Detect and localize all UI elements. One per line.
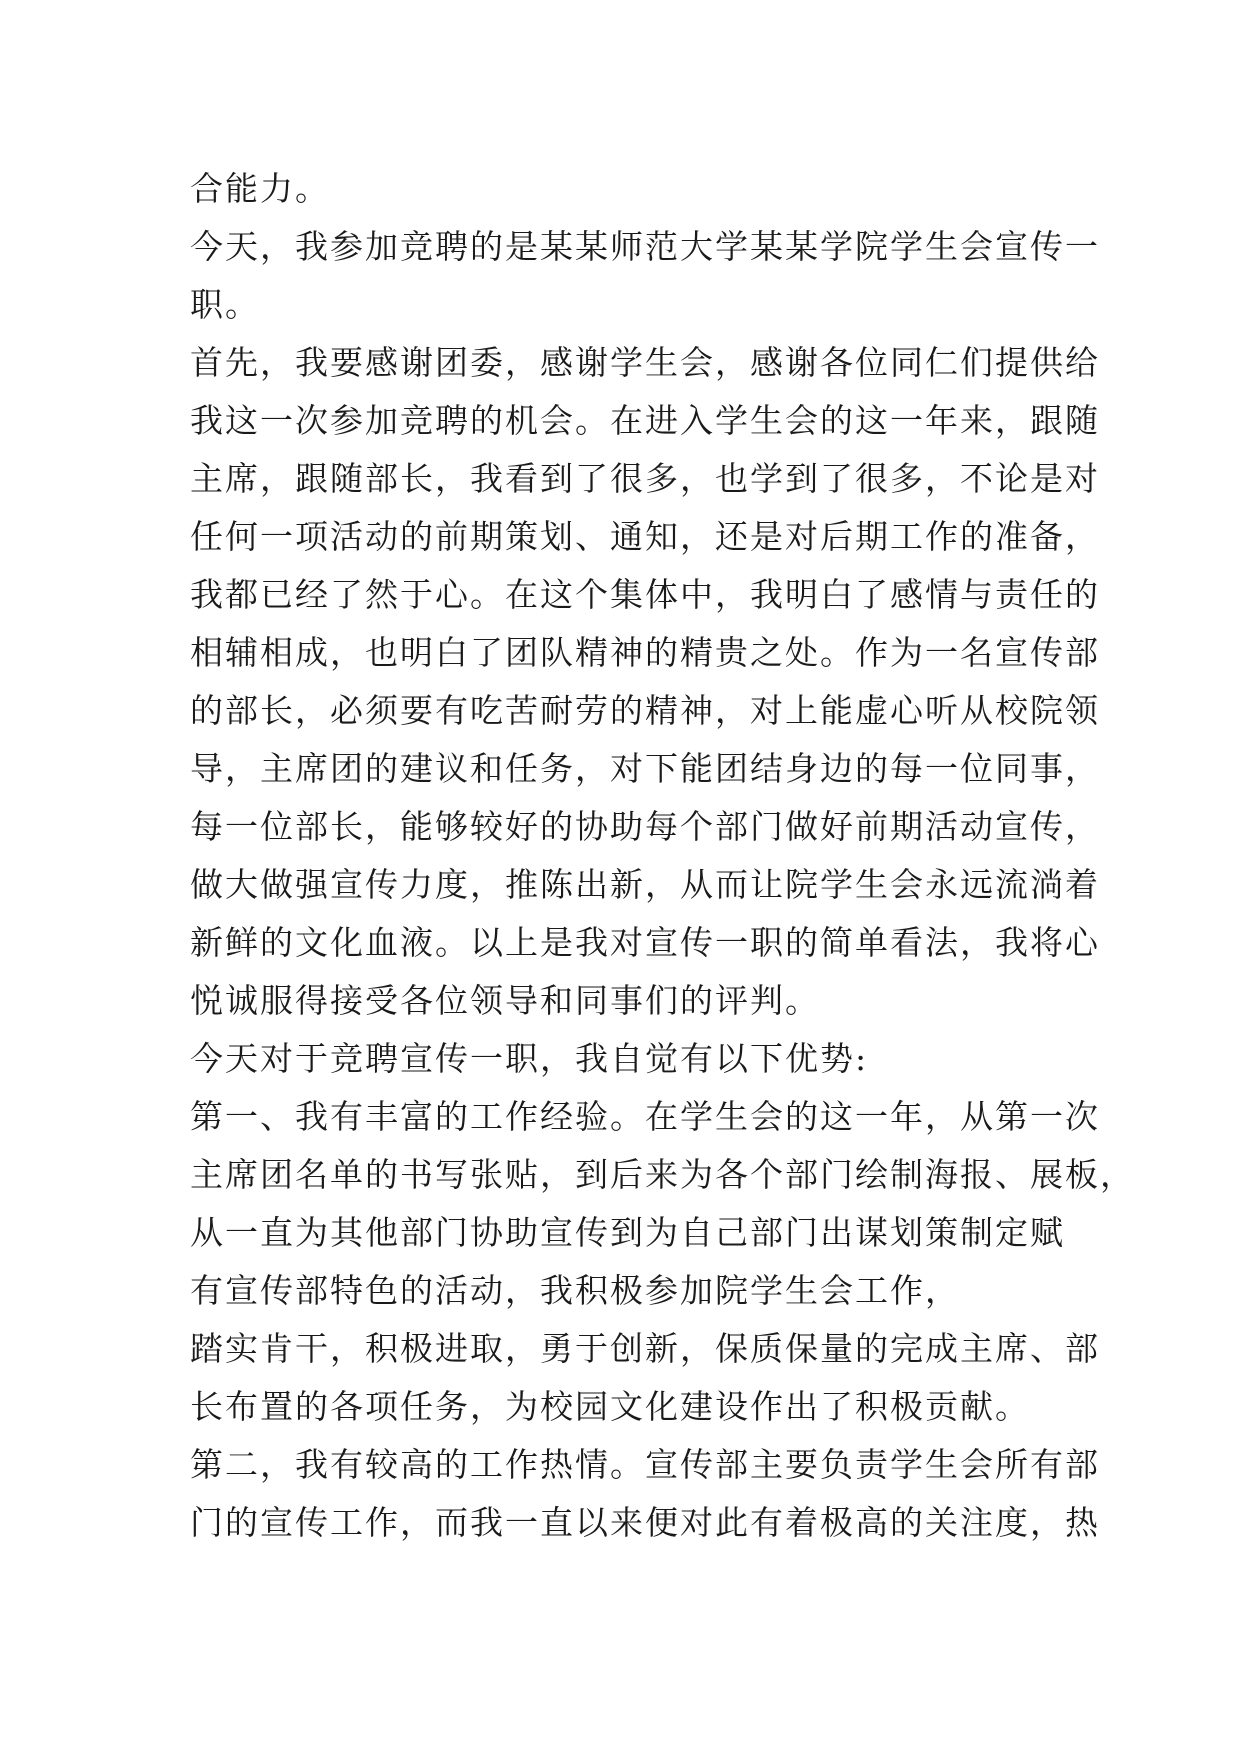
text-line: 我这一次参加竞聘的机会。在进入学生会的这一年来，跟随 xyxy=(190,401,1100,440)
text-line: 第二，我有较高的工作热情。宣传部主要负责学生会所有部 xyxy=(190,1445,1100,1484)
text-line: 新鲜的文化血液。以上是我对宣传一职的简单看法，我将心 xyxy=(190,923,1100,962)
text-line: 我都已经了然于心。在这个集体中，我明白了感情与责任的 xyxy=(190,575,1100,614)
text-line: 职。 xyxy=(190,285,260,324)
text-line: 的部长，必须要有吃苦耐劳的精神，对上能虚心听从校院领 xyxy=(190,691,1100,730)
text-line: 今天，我参加竞聘的是某某师范大学某某学院学生会宣传一 xyxy=(190,227,1100,266)
document-body xyxy=(190,160,1135,1552)
text-line: 合能力。 xyxy=(190,169,330,208)
text-line: 做大做强宣传力度，推陈出新，从而让院学生会永远流淌着 xyxy=(190,865,1100,904)
text-line: 相辅相成，也明白了团队精神的精贵之处。作为一名宣传部 xyxy=(190,633,1100,672)
text-line: 踏实肯干，积极进取，勇于创新，保质保量的完成主席、部 xyxy=(190,1329,1100,1368)
text-line: 主席团名单的书写张贴，到后来为各个部门绘制海报、展板， xyxy=(190,1155,1135,1194)
text-line: 悦诚服得接受各位领导和同事们的评判。 xyxy=(190,981,820,1020)
text-line: 从一直为其他部门协助宣传到为自己部门出谋划策制定赋 xyxy=(190,1213,1065,1252)
text-line: 第一、我有丰富的工作经验。在学生会的这一年，从第一次 xyxy=(190,1097,1100,1136)
text-line: 导，主席团的建议和任务，对下能团结身边的每一位同事， xyxy=(190,749,1100,788)
text-line: 任何一项活动的前期策划、通知，还是对后期工作的准备， xyxy=(190,517,1100,556)
text-line: 长布置的各项任务，为校园文化建设作出了积极贡献。 xyxy=(190,1387,1030,1426)
text-line: 门的宣传工作，而我一直以来便对此有着极高的关注度，热 xyxy=(190,1503,1100,1542)
text-line: 有宣传部特色的活动，我积极参加院学生会工作， xyxy=(190,1271,960,1310)
text-line: 每一位部长，能够较好的协助每个部门做好前期活动宣传， xyxy=(190,807,1100,846)
text-line: 主席，跟随部长，我看到了很多，也学到了很多，不论是对 xyxy=(190,459,1100,498)
text-line: 首先，我要感谢团委，感谢学生会，感谢各位同仁们提供给 xyxy=(190,343,1100,382)
text-line: 今天对于竞聘宣传一职，我自觉有以下优势: xyxy=(190,1039,869,1078)
